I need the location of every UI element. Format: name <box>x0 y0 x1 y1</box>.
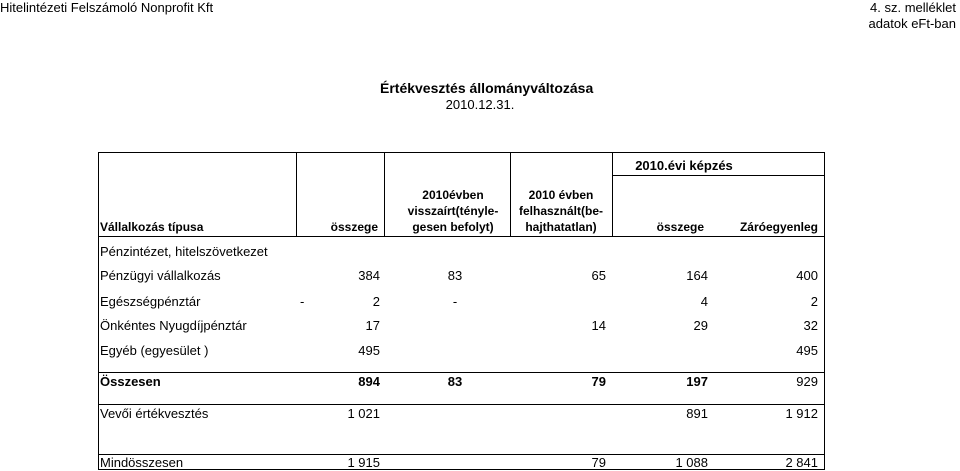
report-date: 2010.12.31. <box>445 97 515 112</box>
cell-felhasznalt: 65 <box>591 268 606 283</box>
col-header-zaroegyenleg: Záróegyenleg <box>739 220 818 234</box>
section-label: Pénzintézet, hitelszövetkezet <box>100 244 268 259</box>
cell-felhasznalt: 79 <box>591 455 606 470</box>
row-label: Egészségpénztár <box>100 294 201 309</box>
cell-visszairt: 83 <box>447 268 463 283</box>
row-label: Önkéntes Nyugdíjpénztár <box>100 318 247 333</box>
org-name: Hitelintézeti Felszámoló Nonprofit Kft <box>0 0 214 15</box>
cell-zaro: 2 <box>810 294 818 309</box>
cell-kepzes: 891 <box>686 406 708 421</box>
cell-kepzes: 29 <box>693 318 708 333</box>
cell-zaro: 400 <box>796 268 818 283</box>
cell-osszege: 2 <box>372 294 380 309</box>
row-label: Összesen <box>100 374 161 389</box>
col-header-kepzes-osszege: összege <box>656 220 704 234</box>
cell-osszege: 495 <box>358 343 380 358</box>
row-label: Egyéb (egyesület ) <box>100 343 209 358</box>
cell-osszege: 17 <box>365 318 380 333</box>
row-label: Vevői értékvesztés <box>100 406 209 421</box>
col-header-osszege: összege <box>330 220 378 234</box>
col-header-visszairt: 2010évben visszaírt(tényle- gesen befolyt) <box>407 188 499 234</box>
cell-kepzes: 1 088 <box>675 455 708 470</box>
col-header-vallalkozas: Vállalkozás típusa <box>100 220 204 234</box>
cell-zaro: 1 912 <box>785 406 818 421</box>
cell-osszege: 1 915 <box>347 455 380 470</box>
cell-visszairt: 83 <box>447 374 463 389</box>
cell-kepzes: 164 <box>686 268 708 283</box>
cell-osszege: 384 <box>358 268 380 283</box>
cell-visszairt: - <box>452 294 458 309</box>
cell-zaro: 2 841 <box>785 455 818 470</box>
group-header-kepzes: 2010.évi képzés <box>635 158 733 173</box>
cell-osszege: 1 021 <box>347 406 380 421</box>
unit-label: adatok eFt-ban <box>868 16 956 31</box>
page-title: Értékvesztés állományváltozása <box>380 80 594 96</box>
cell-zaro: 495 <box>796 343 818 358</box>
row-label: Mindösszesen <box>100 455 184 470</box>
annex-label: 4. sz. melléklet <box>870 0 956 15</box>
cell-zaro: 929 <box>796 374 818 389</box>
col-header-felhasznalt: 2010 évben felhasznált(be- hajthatatlan) <box>518 188 603 234</box>
cell-felhasznalt: 14 <box>591 318 606 333</box>
cell-kepzes: 4 <box>700 294 708 309</box>
row-label: Pénzügyi vállalkozás <box>100 268 221 283</box>
cell-felhasznalt: 79 <box>591 374 606 389</box>
cell-kepzes: 197 <box>686 374 708 389</box>
cell-dash: - <box>300 294 305 309</box>
cell-osszege: 894 <box>358 374 380 389</box>
cell-zaro: 32 <box>803 318 818 333</box>
